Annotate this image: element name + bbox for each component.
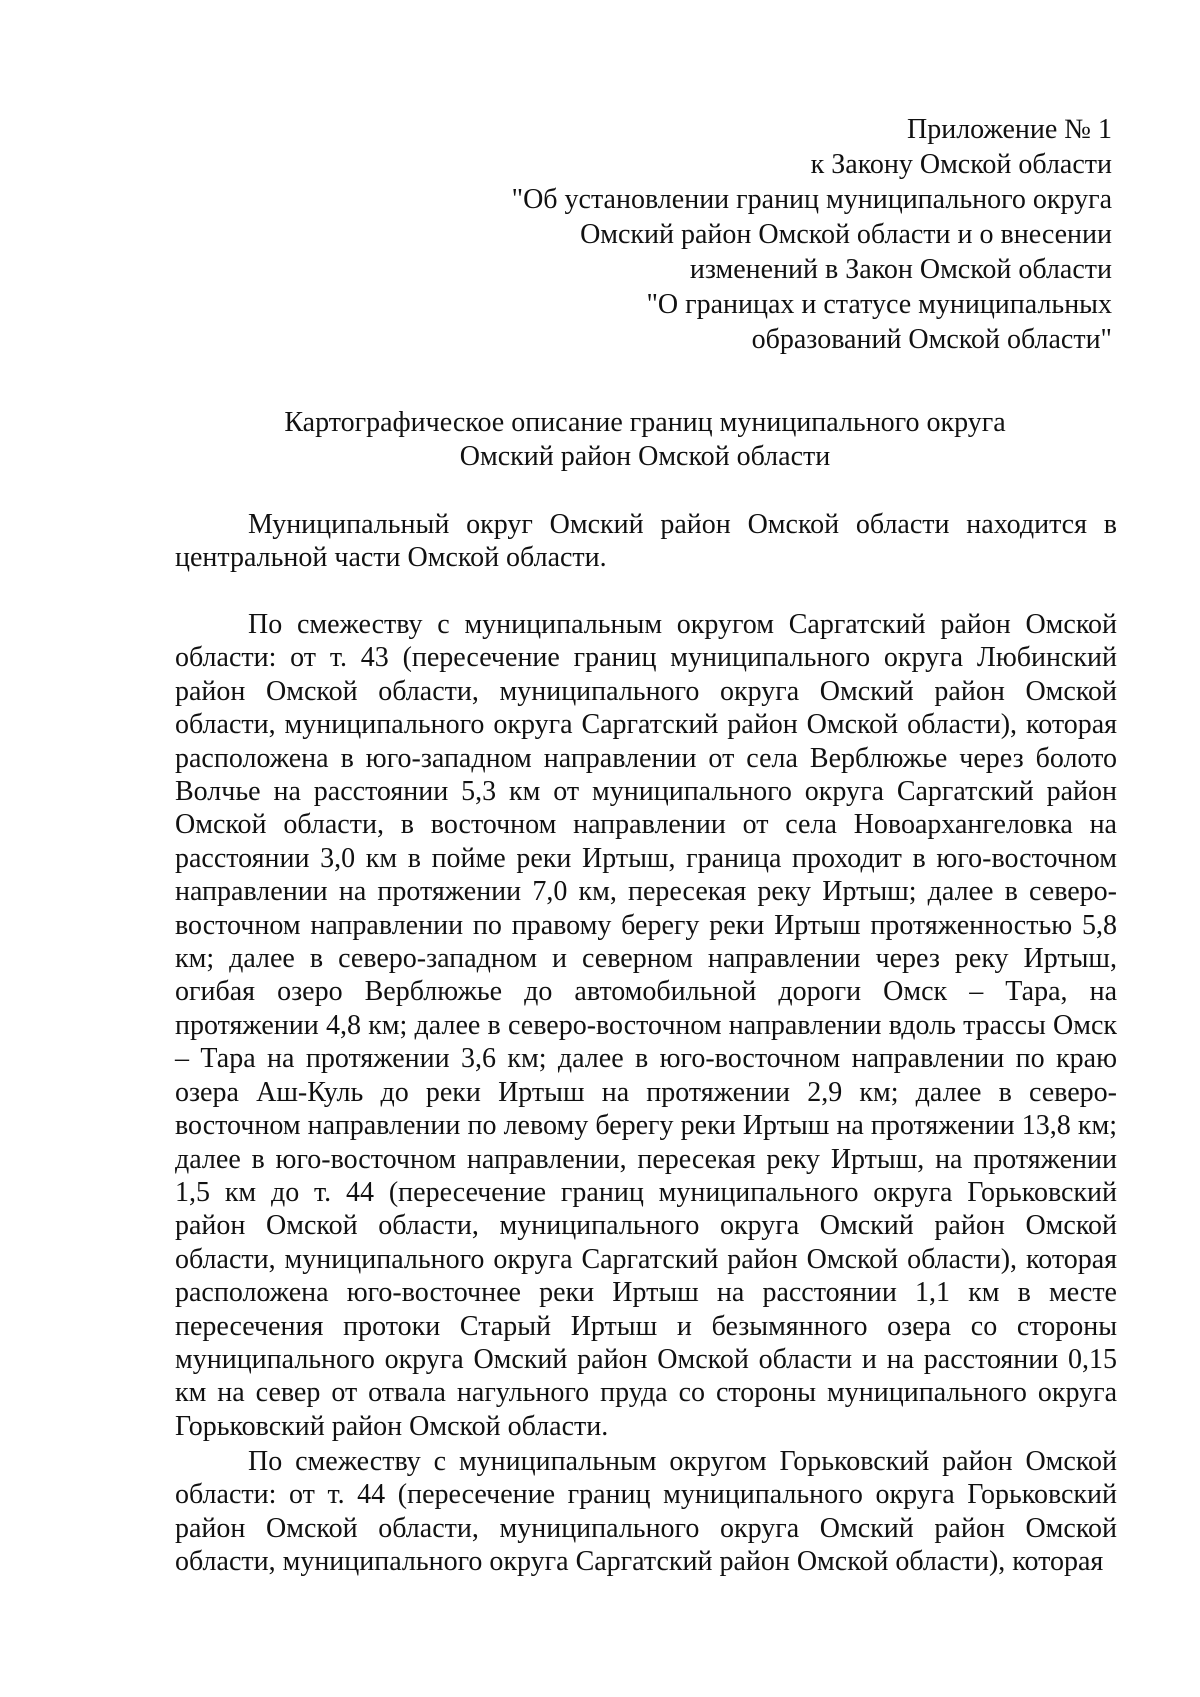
appendix-line: Омский район Омской области и о внесении [580,219,1112,250]
paragraph-text: Муниципальный округ Омский район Омской области находится в центральной части Омской области. [175,509,1117,574]
paragraph-text: По смежеству с муниципальным округом Саргатский район Омской области: от т. 43 (пересечение границ муниципального округа Любинский район Омской области, муниципального округа Омский район Омской области, муниципального округа Саргатский район Омской области), которая расположена в юго-западном направлении от села Верблюжье через болото Волчье на расстоянии 5,3 км от муниципального округа Саргатский район Омской области, в восточном направлении от села Новоархангеловка на расстоянии 3,0 км в пойме реки Иртыш, граница проходит в юго-восточном направлении на протяжении 7,0 км, пересекая реку Иртыш; далее в северо-восточном направлении по правому берегу реки Иртыш протяженностью 5,8 км; далее в северо-западном и северном направлении через реку Иртыш, огибая озеро Верблюжье до автомобильной дороги Омск – Тара, на протяжении 4,8 км; далее в северо-восточном направлении вдоль трассы Омск – Тара на протяжении 3,6 км; далее в юго-восточном направлении по краю озера Аш-Куль до реки Иртыш на протяжении 2,9 км; далее в северо-восточном направлении по левому берегу реки Иртыш на протяжении 13,8 км; далее в юго-восточном направлении, пересекая реку Иртыш, на протяжении 1,5 км до т. 44 (пересечение границ муниципального округа Горьковский район Омской области, муниципального округа Омский район Омской области, муниципального округа Саргатский район Омской области), которая расположена юго-восточнее реки Иртыш на расстоянии 1,1 км в месте пересечения протоки Старый Иртыш и безымянного озера со стороны муниципального округа Омский район Омской области и на расстоянии 0,15 км на север от отвала нагульного пруда со стороны муниципального округа Горьковский район Омской области. [175,609,1117,1442]
appendix-line: образований Омской области" [751,324,1112,355]
paragraph-text: По смежеству с муниципальным округом Горьковский район Омской области: от т. 44 (пересечение границ муниципального округа Горьковский район Омской области, муниципального округа Омский район Омской области, муниципального округа Саргатский район Омской области), которая [175,1446,1117,1578]
appendix-line: изменений в Закон Омской области [689,254,1112,285]
appendix-header [392,112,1112,357]
appendix-line: к Закону Омской области [810,149,1112,180]
title-line: Омский район Омской области [459,441,831,472]
appendix-line: "Об установлении границ муниципального округа [511,184,1112,215]
appendix-line: Приложение № 1 [907,114,1112,145]
paragraph-sargatsky-border [175,608,1117,1443]
paragraph-intro [175,508,1117,575]
paragraph-gorkovsky-border [175,1445,1117,1579]
appendix-line: "О границах и статусе муниципальных [646,289,1112,320]
document-title [170,406,1120,474]
title-line: Картографическое описание границ муниципального округа [284,407,1006,438]
